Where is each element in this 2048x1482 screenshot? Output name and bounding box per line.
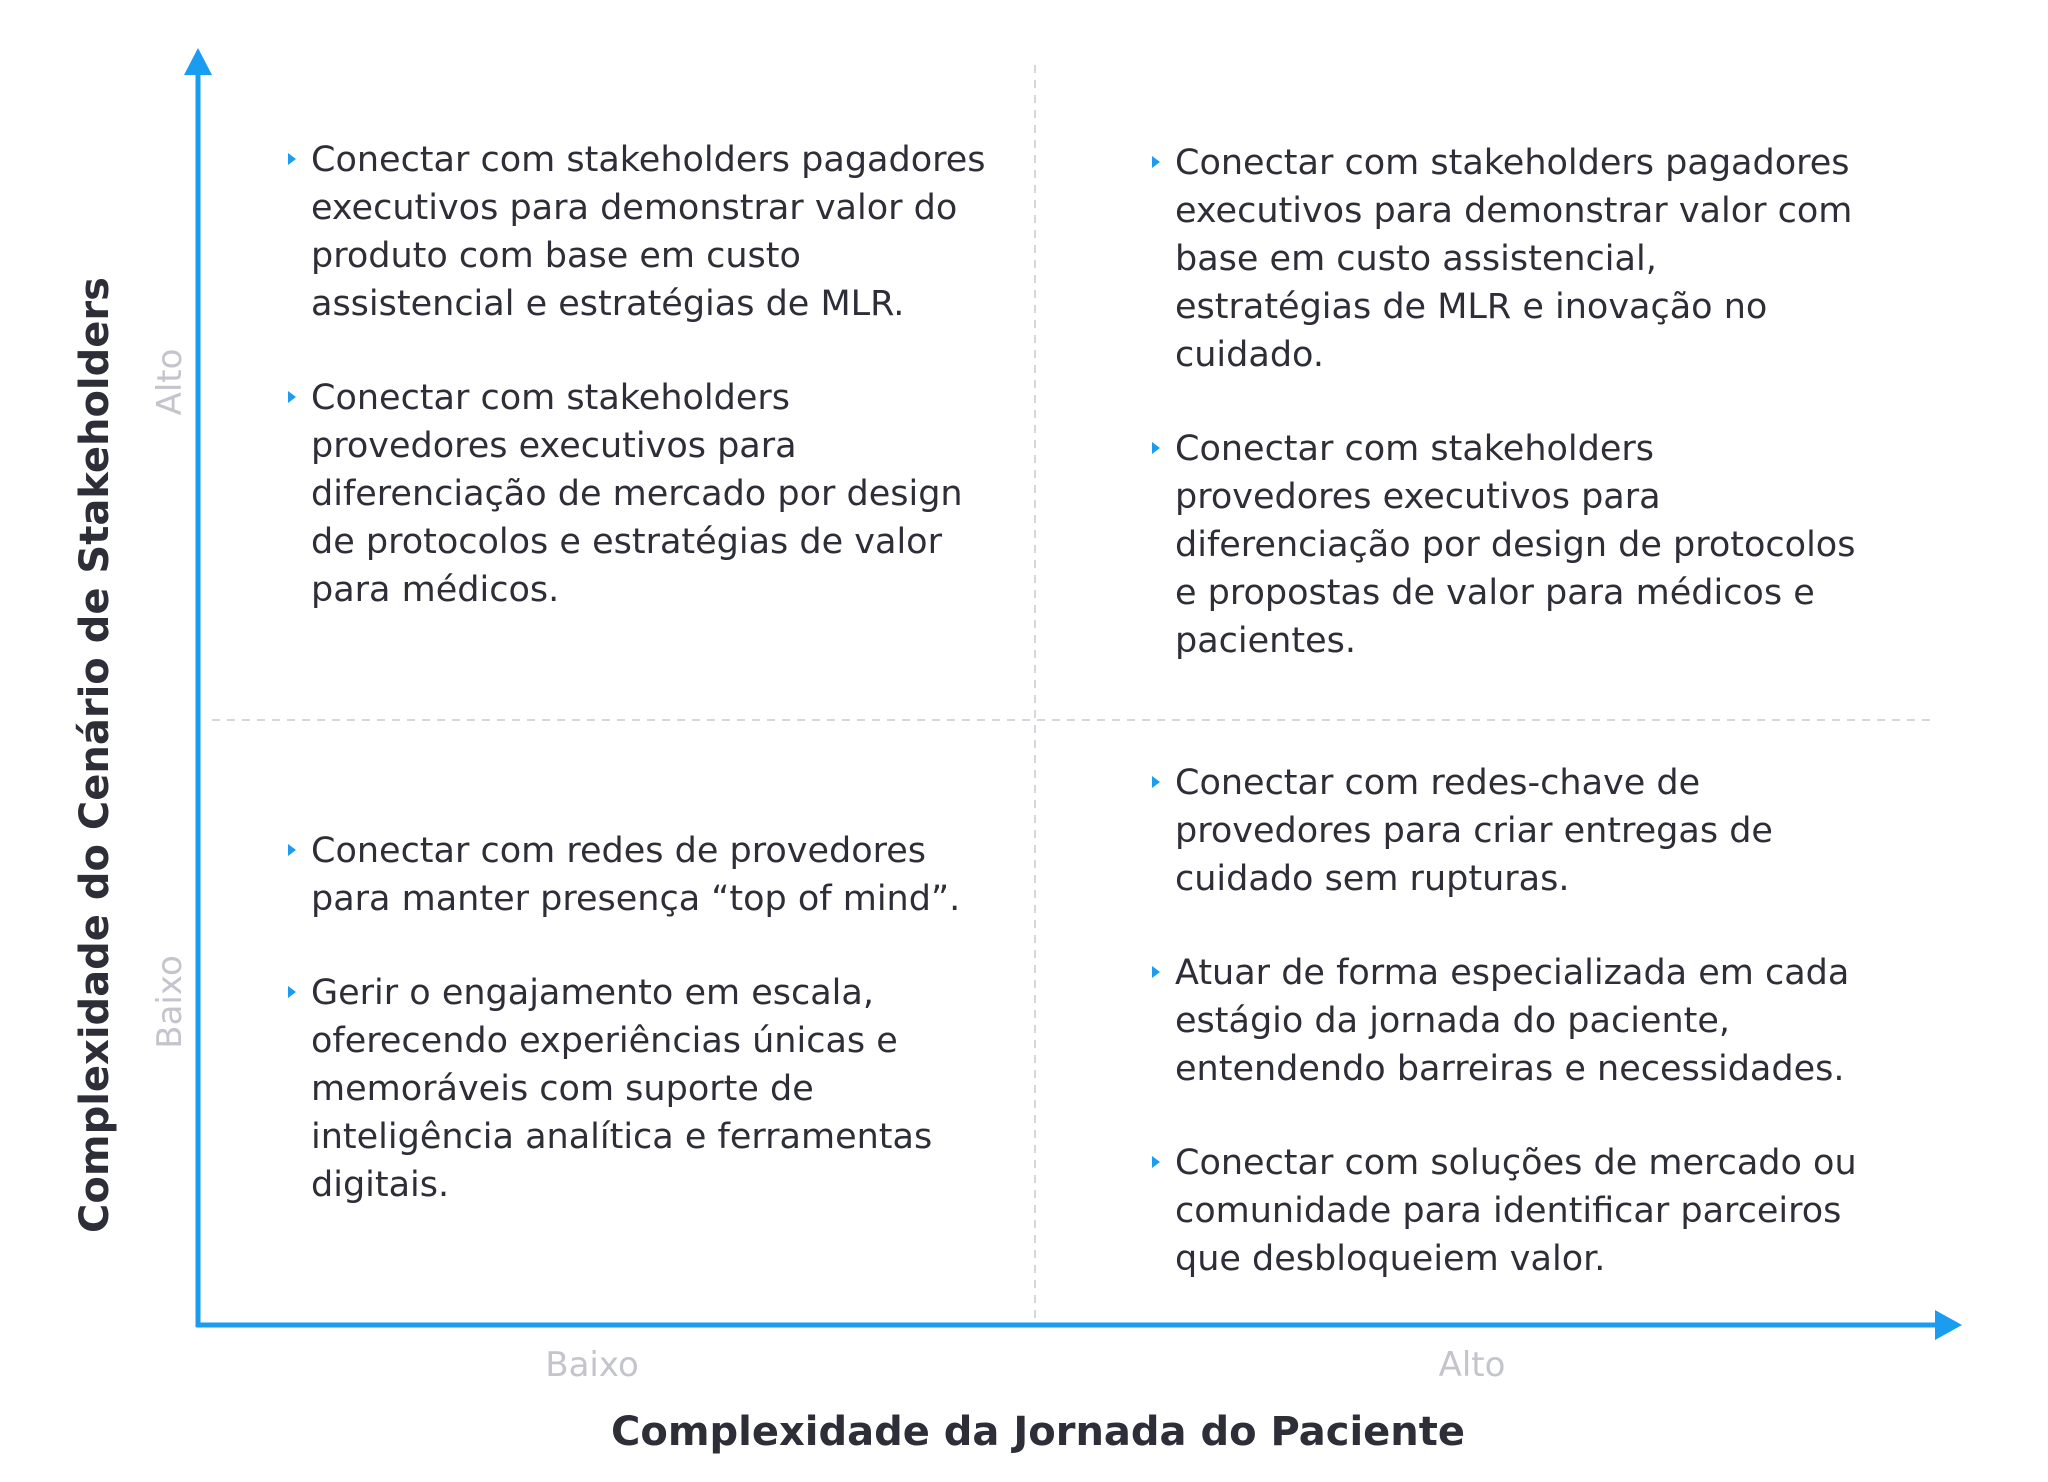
quadrant-bottom-right xyxy=(1152,759,1857,1283)
blue-triangle-bullet-icon xyxy=(1152,1156,1160,1168)
list-item-text: Conectar com redes-chave de provedores para criar entregas de cuidado sem rupturas. xyxy=(1175,763,1773,899)
list-item xyxy=(288,969,993,1209)
blue-triangle-bullet-icon xyxy=(288,844,296,856)
list-item-text: Conectar com stakeholders pagadores executivos para demonstrar valor do produto com base em custo assistencial e estratégias de MLR. xyxy=(311,140,986,324)
list-item-text: Gerir o engajamento em escala, oferecendo experiências únicas e memoráveis com suporte de inteligência analítica e ferramentas digitais. xyxy=(311,973,933,1205)
list-item xyxy=(1152,1139,1857,1283)
list-item-text: Conectar com stakeholders provedores executivos para diferenciação por design de protocolos e propostas de valor para médicos e pacientes. xyxy=(1175,429,1856,661)
list-item-text: Atuar de forma especializada em cada estágio da jornada do paciente, entendendo barreiras e necessidades. xyxy=(1175,953,1850,1089)
list-item xyxy=(288,374,993,614)
x-axis-arrow-icon xyxy=(1935,1310,1962,1340)
list-item xyxy=(1152,949,1857,1093)
list-item xyxy=(288,827,993,923)
blue-triangle-bullet-icon xyxy=(288,391,296,403)
blue-triangle-bullet-icon xyxy=(1152,156,1160,168)
blue-triangle-bullet-icon xyxy=(288,986,296,998)
y-tick-high: Alto xyxy=(150,348,190,416)
list-item-text: Conectar com stakeholders pagadores executivos para demonstrar valor com base em custo assistencial, estratégias de MLR e inovação no cuidado. xyxy=(1175,143,1853,375)
blue-triangle-bullet-icon xyxy=(1152,442,1160,454)
list-item xyxy=(1152,425,1857,665)
list-item xyxy=(288,136,993,328)
quadrant-top-right xyxy=(1152,139,1857,665)
quadrant-bottom-left xyxy=(288,827,993,1209)
list-item xyxy=(1152,759,1857,903)
y-axis-title: Complexidade do Cenário de Stakeholders xyxy=(72,277,118,1233)
x-tick-low: Baixo xyxy=(545,1345,639,1385)
y-tick-low: Baixo xyxy=(150,955,190,1049)
blue-triangle-bullet-icon xyxy=(288,153,296,165)
list-item xyxy=(1152,139,1857,379)
y-axis-arrow-icon xyxy=(184,48,212,75)
list-item-text: Conectar com redes de provedores para manter presença “top of mind”. xyxy=(311,831,961,919)
quadrant-top-left xyxy=(288,136,993,614)
list-item-text: Conectar com stakeholders provedores executivos para diferenciação de mercado por design de protocolos e estratégias de valor para médicos. xyxy=(311,378,963,610)
blue-triangle-bullet-icon xyxy=(1152,966,1160,978)
blue-triangle-bullet-icon xyxy=(1152,776,1160,788)
x-tick-high: Alto xyxy=(1438,1345,1506,1385)
x-axis-title: Complexidade da Jornada do Paciente xyxy=(610,1409,1466,1455)
list-item-text: Conectar com soluções de mercado ou comunidade para identificar parceiros que desbloqueiem valor. xyxy=(1175,1143,1857,1279)
